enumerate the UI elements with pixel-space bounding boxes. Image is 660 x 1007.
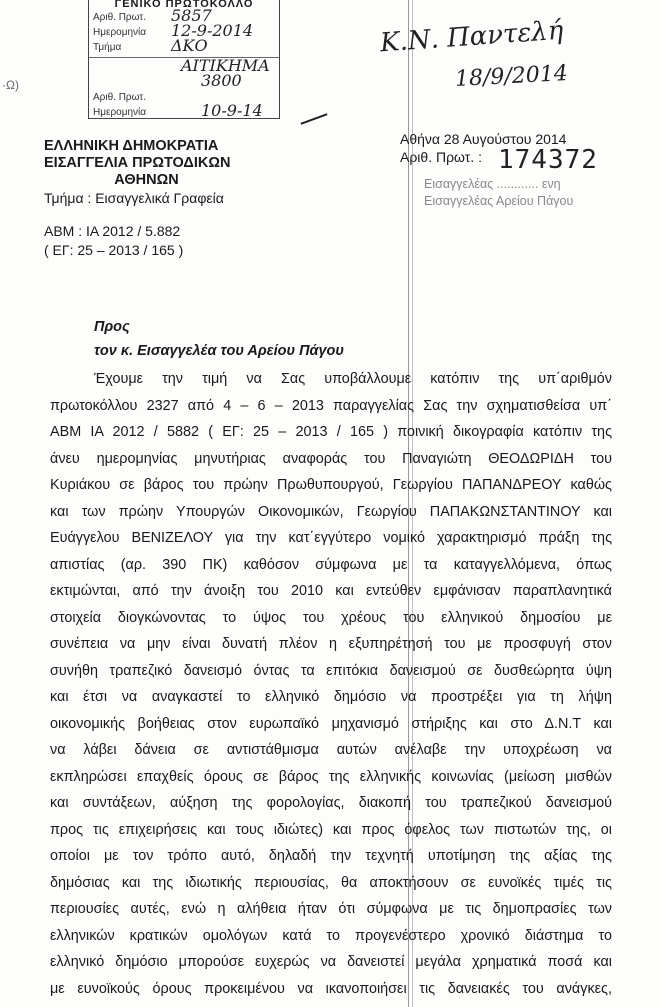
handwritten-note: Κ.Ν. Παντελή [379, 15, 565, 59]
faded-line: Εισαγγελέας Αρείου Πάγου [424, 194, 574, 208]
body-line: προς τις επιχειρήσεις και τους ιδιώτες) και προς όφελος των πιστωτών της, οι [50, 821, 612, 838]
body-line: εκτιμώνται, από την άνοιξη του 2010 και εντεύθεν εμφάνισαν παραπλανητικά [50, 583, 612, 599]
body-line: να λάβει δάνεια σε αντιστάθμισμα αυτών ανέλαβε την υποχρέωση να [50, 742, 612, 758]
margin-mark: ·Ω) [2, 78, 19, 92]
stamp-value: 5857 [171, 6, 212, 25]
stamp-row [89, 56, 279, 75]
body-line: Κυριάκου σε βάρος του πρώην Πρωθυπουργού, Γεωργίου ΠΑΠΑΝΔΡΕΟΥ καθώς [50, 477, 612, 493]
stamp-value: 10-9-14 [201, 101, 263, 120]
stamp-value: ΔΚΟ [171, 36, 208, 55]
body-line: Ευάγγελου ΒΕΝΙΖΕΛΟΥ για την κατ΄εγγύτερο νομικό χαρακτηρισμό πράξη της [50, 530, 612, 546]
protocol-stamp [88, 0, 280, 119]
place-date: Αθήνα 28 Αυγούστου 2014 [400, 131, 567, 147]
body-line: και των πρώην Υπουργών Οικονομικών, Γεωργίου ΠΑΠΑΚΩΝΣΤΑΝΤΙΝΟΥ και [50, 503, 612, 520]
body-line: οικονομικής βοήθειας στον ευρωπαϊκό μηχανισμό στήριξης και στο Δ.Ν.Τ και [50, 715, 612, 732]
body-line: και συντάξεων, αύξηση της φορολογίας, διακοπή του τραπεζικού δανεισμού [50, 795, 612, 811]
stamp-label: Αριθ. Πρωτ. [93, 12, 147, 23]
department: Τμήμα : Εισαγγελικά Γραφεία [44, 190, 224, 206]
body-line: και έτσι να αναγκαστεί το ελληνικό δημόσιο να προστρέξει για τη λήψη [50, 689, 612, 705]
abm-reference: ΑΒΜ : ΙΑ 2012 / 5.882 [44, 223, 181, 239]
sender-line: ΕΙΣΑΓΓΕΛΙΑ ΠΡΩΤΟΔΙΚΩΝ [44, 155, 231, 171]
body-line: στοιχεία διογκώνοντας το ύψος του χρέους του ελληνικού δημοσίου με [50, 609, 612, 626]
recipient-to: Προς [94, 319, 130, 335]
body-line: ελληνικών κρατικών ομολόγων κατά το προγενέστερο χρονικό διάστημα το [50, 927, 612, 944]
sender-line: ΑΘΗΝΩΝ [114, 172, 179, 188]
body-line: εκπληρώσει επαχθείς όρους σε βάρος της ελληνικής κοινωνίας (μείωση μισθών [50, 768, 612, 785]
stamp-label: Τμήμα [93, 42, 122, 53]
eg-reference: ( ΕΓ: 25 – 2013 / 165 ) [44, 242, 184, 258]
body-line: ΑΒΜ ΙΑ 2012 / 5882 ( ΕΓ: 25 – 2013 / 165 ) ποινική δικογραφία κατόπιν της [50, 424, 612, 440]
body-line: ελληνικό δημόσιο μπορούσε ευχερώς να δανειστεί μεγάλα χρηματικά ποσά και [50, 954, 612, 970]
sender-line: ΕΛΛΗΝΙΚΗ ΔΗΜΟΚΡΑΤΙΑ [44, 138, 219, 154]
stamp-label: Ημερομηνία [93, 27, 147, 38]
protocol-label: Αριθ. Πρωτ. : [400, 149, 482, 165]
faded-stamp [424, 176, 573, 210]
body-line: συνέπεια να μην είναι δυνατή πλέον η εξυπηρέτησή του με προσφυγή στον [50, 636, 612, 652]
reference-block [44, 222, 183, 260]
stamp-label: Αριθ. Πρωτ. [93, 92, 147, 103]
body-line: οποίοι με τον τρόπο αυτό, δηλαδή την τεχνητή υποτίμηση της αξίας της [50, 848, 612, 864]
stamp-label: Ημερομηνία [93, 107, 147, 118]
stamp-row [89, 101, 279, 120]
body-line: πρωτοκόλλου 2327 από 4 – 6 – 2013 παραγγελίας Σας την σχηματισθείσα υπ΄ [50, 397, 612, 414]
handwritten-stroke [301, 113, 328, 124]
stamp-row [89, 71, 279, 90]
recipient-name: τον κ. Εισαγγελέα του Αρείου Πάγου [94, 343, 344, 359]
body-line: με ευνοϊκούς όρους προκειμένου να ικανοποιήσει τις δανειακές του ανάγκες, [50, 980, 612, 997]
stamp-value: 3800 [201, 71, 242, 90]
body-line: δημόσιας και της ιδιωτικής περιουσίας, θα αποκτήσουν σε ευνοϊκές τιμές τις [50, 874, 612, 891]
protocol-number: 174372 [498, 145, 598, 175]
body-line: απιστίας (αρ. 390 ΠΚ) καθόσον σύμφωνα με τα καταγγελλόμενα, όπως [50, 556, 612, 573]
faded-line: Εισαγγελέας ............ ενη [424, 177, 561, 191]
sender-block [44, 138, 249, 189]
body-line: Έχουμε την τιμή να Σας υποβάλλουμε κατόπιν της υπ΄αριθμόν [94, 371, 612, 387]
stamp-value: ΑΙΤΙΚΗΜΑ [181, 56, 270, 75]
body-line: συνήθη τραπεζικό δανεισμό όντας τα επιτόκια δανεισμού σε δυσθεώρητα ύψη [50, 662, 612, 679]
body-line: περιουσίες αυτές, ενώ η αλήθεια ήταν ότι σύμφωνα με τις δημοπρασίες των [50, 901, 612, 917]
handwritten-date: 18/9/2014 [454, 61, 569, 92]
stamp-header: ΓΕΝΙΚΟ ΠΡΩΤΟΚΟΛΛΟ [114, 0, 254, 10]
letter-body [50, 366, 612, 1002]
body-line: άνευ ημερομηνίας μηνυτήριας αναφοράς του Παναγιώτη ΘΕΟΔΩΡΙΔΗ του [50, 450, 612, 467]
recipient-block [94, 315, 344, 363]
stamp-value: 12-9-2014 [171, 21, 254, 40]
stamp-row [89, 36, 279, 55]
